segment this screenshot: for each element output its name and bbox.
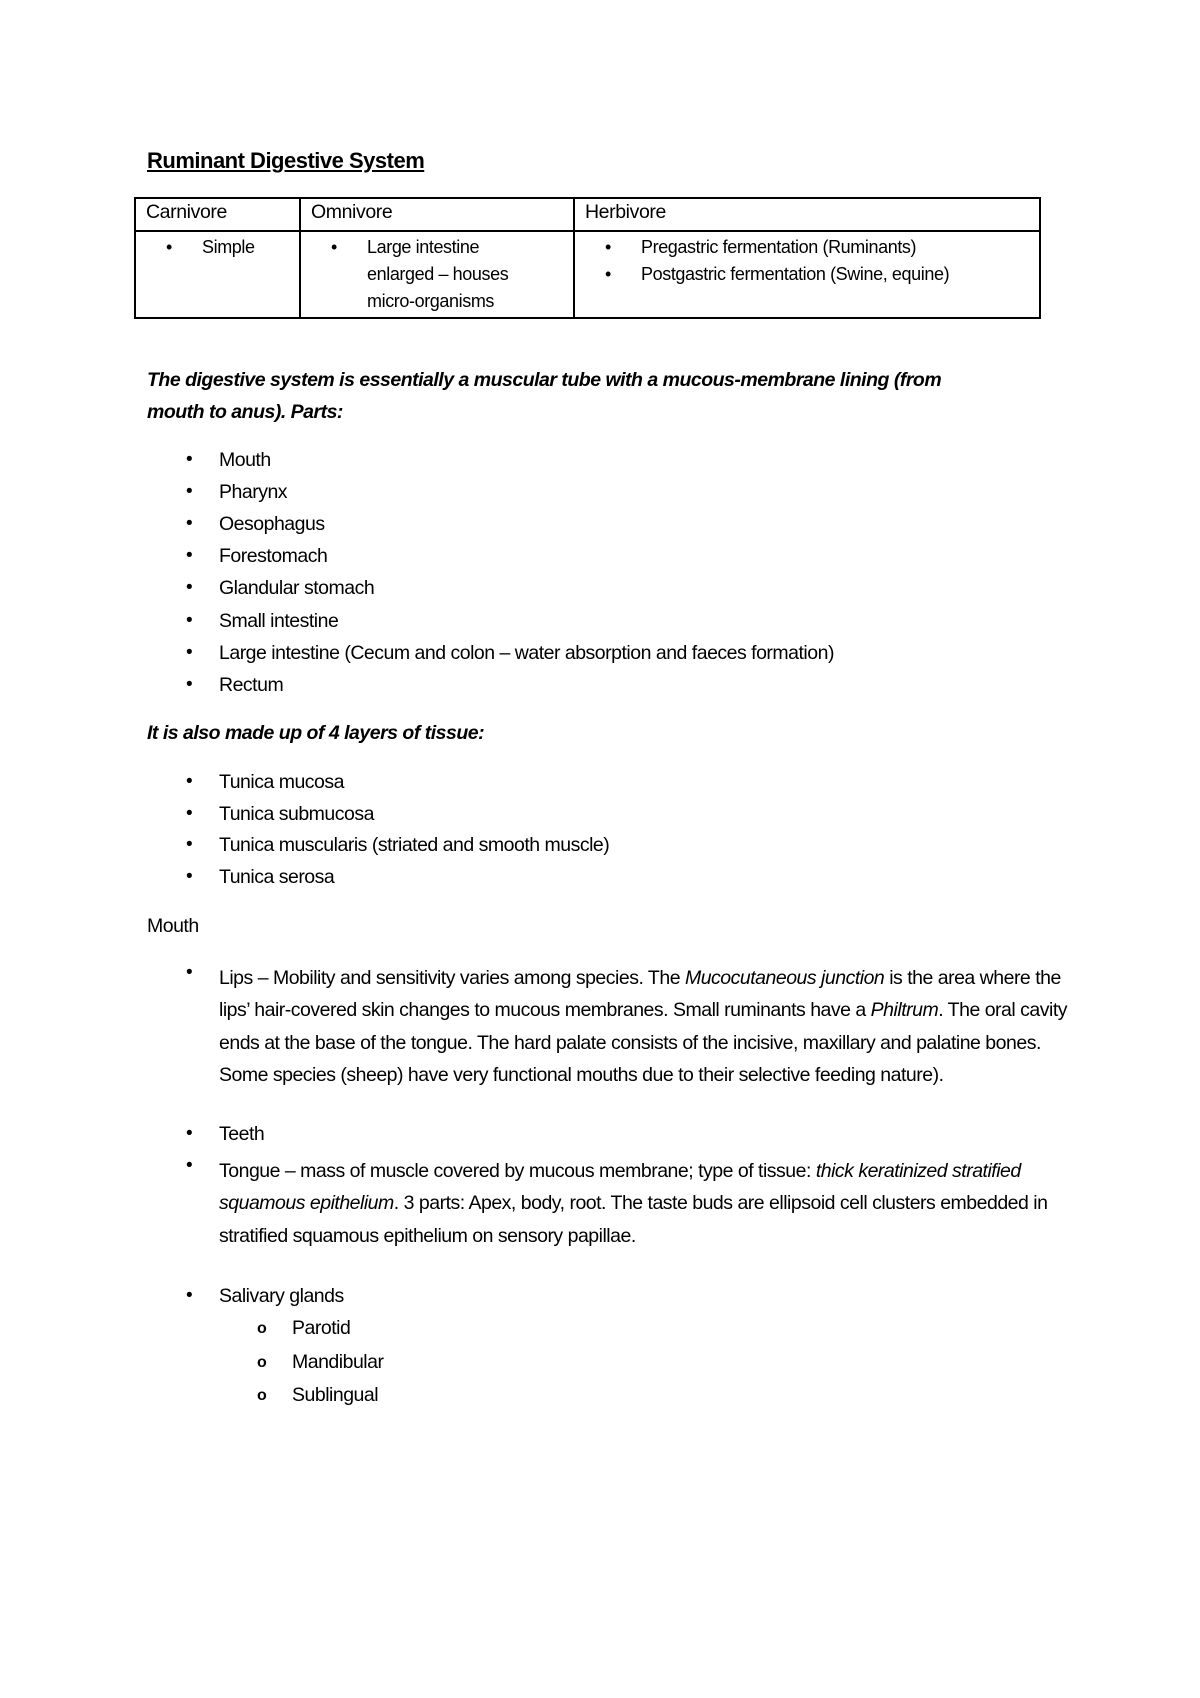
list-item: Large intestine (Cecum and colon – water absorption and faeces formation) [219,641,834,664]
teeth-item: Teeth [219,1123,265,1145]
list-item: Mouth [219,449,271,471]
bullet-icon: • [186,1155,193,1176]
cell-omnivore [300,231,574,318]
bullet-icon: • [186,962,193,983]
text: Tongue – mass of muscle covered by mucous membrane; type of tissue: [219,1160,816,1182]
circle-bullet-icon: o [257,1387,267,1404]
list-item: Rectum [219,673,284,696]
bullet-icon: • [186,834,193,856]
intro-text: The digestive system is essentially a muscular tube with a mucous-membrane lining (from [147,369,942,391]
text: is the area where the lips’ hair-covered skin changes to mucous membranes. Small ruminants have a [219,967,1061,1022]
text: Lips – Mobility and sensitivity varies among species. The [219,967,685,989]
tongue-item [219,1155,1069,1252]
bullet-icon: • [186,673,193,695]
text: . The oral cavity ends at the base of the tongue. The hard palate consists of the incisive, maxillary and palatine bones. Some species (sheep) have very functional mouths due to their selective feeding nature). [219,999,1067,1086]
list-item: Tunica serosa [219,866,335,889]
page-title: Ruminant Digestive System [147,148,425,173]
list-item: Mandibular [292,1350,384,1373]
header-herbivore: Herbivore [574,198,1040,231]
text: . 3 parts: Apex, body, root. The taste buds are ellipsoid cell clusters embedded in stratified squamous epithelium on sensory papillae. [219,1192,1048,1247]
bullet-icon: • [186,1285,193,1306]
lips-item [219,962,1069,1091]
text: Mucocutaneous junction [684,967,885,989]
layers-heading: It is also made up of 4 layers of tissue: [147,722,485,744]
bullet-icon: • [186,1123,193,1144]
text: Philtrum [870,999,939,1022]
cell-carnivore [135,231,300,318]
list-item: • Pregastric fermentation (Ruminants) [605,234,1029,261]
bullet-icon: • [186,577,193,599]
bullet-icon: • [186,866,193,888]
intro-text: mouth to anus). Parts: [147,401,343,423]
circle-bullet-icon: o [257,1320,267,1337]
list-item: Tunica muscularis (striated and smooth muscle) [219,834,610,857]
cell-herbivore [574,231,1040,318]
header-omnivore: Omnivore [300,198,574,231]
list-item: • Simple [166,234,289,261]
bullet-icon: • [186,449,193,470]
list-item: Tunica mucosa [219,771,345,793]
header-carnivore: Carnivore [135,198,300,231]
bullet-icon: • [186,771,193,792]
list-item: Glandular stomach [219,577,375,600]
list-item: Forestomach [219,545,328,568]
salivary-item: Salivary glands [219,1285,344,1307]
mouth-heading: Mouth [147,915,199,937]
list-item: • Postgastric fermentation (Swine, equine) [605,261,1029,288]
bullet-icon: • [186,641,193,663]
circle-bullet-icon: o [257,1353,267,1371]
bullet-icon: • [186,481,193,503]
list-item: Pharynx [219,481,288,504]
text: thick keratinized stratified squamous epithelium [219,1160,1021,1215]
list-item: Tunica submucosa [219,802,374,825]
diet-table [134,197,1041,319]
bullet-icon: • [186,609,193,631]
bullet-icon: • [186,802,193,824]
bullet-icon: • [186,545,193,567]
list-item: Oesophagus [219,513,325,536]
list-item: • Large intestine enlarged – houses micro-organisms [331,234,527,315]
list-item: Sublingual [292,1384,379,1406]
bullet-icon: • [186,513,193,535]
list-item: Parotid [292,1317,351,1339]
list-item: Small intestine [219,609,339,632]
